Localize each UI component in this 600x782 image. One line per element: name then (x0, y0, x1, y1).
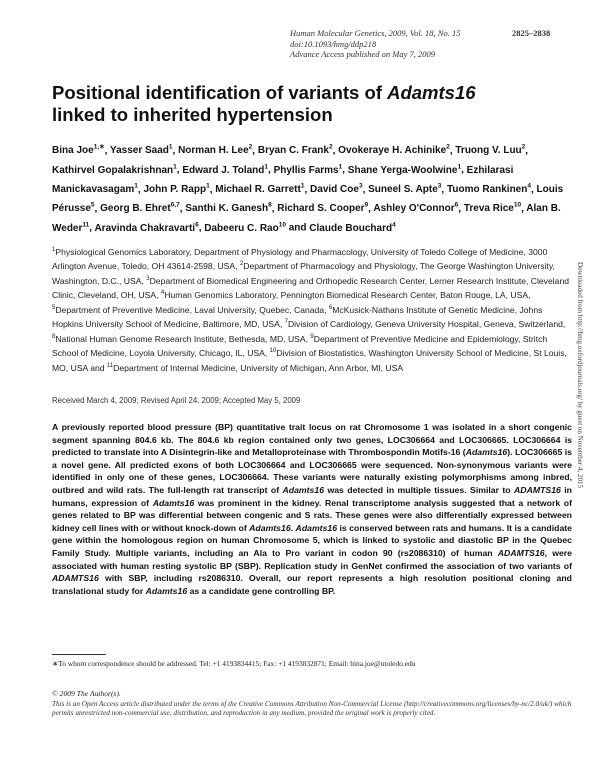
affiliation-number: 2 (239, 261, 244, 268)
author-affiliation-mark: 6 (454, 201, 459, 209)
author-affiliation-mark: 6 (195, 221, 199, 229)
affiliation-text: Department of Internal Medicine, University of Michigan, Ann Arbor, MI, USA (113, 362, 404, 373)
author-name: Bryan C. Frank (257, 145, 329, 157)
author (178, 145, 252, 156)
author-affiliation-mark: 1 (300, 182, 305, 190)
author (309, 223, 395, 234)
author-name: Shane Yerga-Woolwine (347, 164, 458, 176)
correspondence-footnote: ∗To whom correspondence should be addressed. Tel: +1 4193834415; Fax: +1 4193832871; Email: bina.joe@utoledo.edu (52, 659, 416, 668)
author (447, 184, 531, 195)
author-name: Suneel S. Apte (368, 183, 438, 195)
author (274, 165, 343, 176)
author (52, 165, 177, 176)
advance-access-note: Advance Access published on May 7, 2009 (290, 49, 436, 59)
affiliation-text: Department of Pharmacology and Physiology, The George Washington University, Washington, D.C., USA, (52, 261, 555, 286)
abstract-text: as a candidate gene controlling BP. (187, 585, 336, 596)
author (310, 184, 363, 195)
abstract-text: is conserved between rats and humans. It is a candidate gene within the homologous region on human Chromosome 5, which is linked to systolic and diastolic BP in the Quebec Family Study. Multiple variants, including an Ala to Pro variant in codon 90 (rs2086310) of human (52, 522, 572, 558)
article-title (52, 82, 572, 126)
abstract-text: was prominent in the kidney. Renal transcriptome analysis suggested that a network of genes related to BP was differential between congenic and S rats. These genes were also differentially expressed between kidney cell lines with or without knock-down of (52, 497, 572, 533)
author-affiliation-mark: 2 (328, 144, 333, 151)
author-affiliation-mark: 10 (513, 201, 522, 209)
author-name: Dabeeru C. Rao (204, 222, 279, 234)
affiliation-number: 8 (52, 333, 56, 340)
journal-header (290, 28, 590, 60)
abstract-text: ). LOC306665 is a novel gene. All predicted exons of both LOC306664 and LOC306665 were sequenced. Non-synonymous variants were identified in only one of these genes, LOC306664. These variants were naturally existing polymorphisms among inbred, outbred and wild rats. The full-length rat transcript of (52, 447, 572, 495)
author-affiliation-mark: 5 (90, 201, 95, 209)
gene-name: Adamts16 (295, 522, 338, 533)
title-part-2: linked to inherited hypertension (52, 104, 333, 125)
footnote-rule (52, 654, 106, 655)
author-name: John P. Rapp (143, 183, 207, 195)
author-name: Santhi K. Ganesh (185, 203, 269, 215)
gene-name: ADAMTS16 (497, 547, 545, 558)
author-affiliation-mark: 9 (364, 201, 369, 209)
author-list: Bina Joe$^{1,∗}$, Yasser Saad$^1$, Norman H. Lee$^2$, Bryan C. Frank$^2$, Ovokeraye H. Achinike$^2$, Truong V. Luu$^2$, Kathirvel Gopalakrishnan$^1$, Edward J. Toland$^1$, Phyllis Farms$^1$, Shane Yerga-Woolwine$^1$, Ezhilarasi Manickavasagam$^1$, John P. Rapp$^1$, Michael R. Garrett$^1$, David Coe$^3$, Suneel S. Apte$^3$, Tuomo Rankinen$^4$, Louis Pérusse$^5$, Georg B. Ehret$^{6,7}$, Santhi K. Ganesh$^8$, Richard S. Cooper$^9$, Ashley O'Connor$^6$, Treva Rice$^{10}$, Alan B. Weder$^{11}$, Aravinda Chakravarti$^6$, Dabeeru C. Rao$^{10}$ and Claude Bouchard$^4$ (52, 144, 564, 234)
doi: doi:10.1093/hmg/ddp218 (290, 38, 377, 49)
author-name: Ashley O'Connor (373, 203, 455, 215)
author-name: Phyllis Farms (273, 164, 339, 176)
abstract-text: . (290, 522, 296, 533)
page-range: 2825–2838 (512, 28, 551, 38)
affiliation-number: 10 (269, 348, 277, 355)
author (348, 165, 461, 176)
author (373, 203, 458, 214)
affiliation-text: Human Genomics Laboratory, Pennington Biomedical Research Center, Baton Rouge, LA, USA, (164, 290, 531, 301)
gene-name: ADAMTS16 (52, 573, 99, 584)
affiliation-number: 6 (328, 304, 333, 311)
author-affiliation-mark: 3 (437, 182, 442, 190)
affiliation-text: Physiological Genomics Laboratory, Department of Physiology and Pharmacology, University of Toledo College of Medicine, 3000 Arlington Avenue, Toledo, OH 43614-2598, USA, (52, 246, 548, 272)
affiliation-number: 1 (52, 247, 56, 253)
author-name: Norman H. Lee (178, 145, 249, 157)
author-name: Louis Pérusse (52, 183, 564, 215)
author (110, 145, 173, 156)
copyright-notice: © 2009 The Author(s). (52, 689, 121, 698)
author (182, 165, 268, 176)
author-affiliation-mark: 2 (446, 144, 450, 151)
author (338, 145, 450, 156)
author (94, 223, 198, 234)
affiliation-text: National Human Genome Research Institute, Bethesda, MD, USA, (55, 333, 311, 344)
received-dates: Received March 4, 2009; Revised April 24, 2009; Accepted May 5, 2009 (52, 396, 301, 405)
download-watermark: Downloaded from http://hmg.oxfordjournals.org/ by guest on November 4, 2015 (576, 262, 584, 488)
author-affiliation-mark: 11 (82, 221, 90, 229)
author-affiliation-mark: 1 (168, 144, 173, 151)
affiliation-number: 11 (106, 362, 114, 369)
gene-name: Adamts16 (282, 484, 325, 495)
gene-name: ADAMTS16 (514, 484, 561, 495)
affiliation-text: McKusick-Nathans Institute of Genetic Medicine, Johns Hopkins University School of Medicine, Baltimore, MD, USA, (52, 304, 543, 330)
author-name: Michael R. Garrett (215, 183, 301, 195)
affiliation-number: 5 (52, 304, 56, 311)
author-affiliation-mark: 2 (521, 144, 526, 151)
author-name: Tuomo Rankinen (446, 183, 528, 195)
affiliation-number: 4 (160, 290, 165, 297)
affiliations (52, 244, 572, 374)
author (52, 145, 105, 156)
author-affiliation-mark: 3 (358, 182, 363, 190)
author-affiliation-mark: 4 (392, 221, 396, 229)
author (464, 203, 521, 214)
author-affiliation-mark: 1 (457, 163, 462, 171)
gene-name: Adamts16 (152, 497, 195, 508)
affiliation-text: Department of Preventive Medicine and Epidemiology, Stritch School of Medicine, Loyola University, Chicago, IL, USA, (52, 333, 548, 359)
author-name: Treva Rice (463, 203, 514, 215)
abstract-text: A previously reported blood pressure (BP) quantitative trait locus on rat Chromosome 1 was isolated in a short congenic segment spanning 804.6 kb. The 804.6 kb region contained only two genes, LOC306664 and LOC306665. LOC306664 is predicted to translate into A Disintegrin-like and Metalloproteinase with Thrombospondin Motifs-16 ( (52, 422, 572, 458)
author-affiliation-mark: 6,7 (170, 201, 180, 209)
affiliation-number: 7 (284, 319, 288, 326)
author-affiliation-mark: 8 (268, 201, 272, 209)
author-name: Richard S. Cooper (277, 203, 365, 215)
author-name: Ezhilarasi Manickavasagam (52, 164, 514, 195)
author-affiliation-mark: 4 (527, 182, 531, 190)
title-gene: Adamts16 (387, 82, 476, 103)
author-name: David Coe (310, 183, 359, 195)
author-name: Claude Bouchard (309, 222, 393, 234)
author (455, 145, 525, 156)
author (185, 203, 271, 214)
author-name: Yasser Saad (109, 145, 169, 157)
author-name: Kathirvel Gopalakrishnan (52, 164, 174, 176)
author (258, 145, 333, 156)
author (277, 203, 368, 214)
affiliation-number: 3 (146, 275, 150, 282)
author-affiliation-mark: 10 (278, 221, 286, 229)
affiliation-text: Division of Cardiology, Geneva University Hospital, Geneva, Switzerland, (287, 319, 566, 330)
author-name: Bina Joe (52, 145, 94, 157)
author-name: Aravinda Chakravarti (94, 222, 196, 234)
journal-citation: Human Molecular Genetics, 2009, Vol. 18, No. 15 (290, 28, 461, 38)
affiliation-text: Department of Biomedical Engineering and Orthopedic Research Center, Lerner Research Institute, Cleveland Clinic, Cleveland, OH, USA, (52, 275, 570, 301)
abstract-text: , were associated with human resting systolic BP (SBP). Replication study in GenNet confirmed the association of two variants of (52, 547, 572, 571)
author (143, 184, 209, 195)
author-name: Edward J. Toland (182, 164, 265, 176)
author-affiliation-mark: 1 (173, 163, 177, 171)
abstract-text: with SBP, including rs2086310. Overall, our report represents a high resolution positional cloning and translational study for (52, 573, 572, 596)
author-affiliation-mark: 1 (264, 163, 269, 171)
gene-name: Adamts16 (249, 522, 291, 533)
abstract-text: in humans, expression of (52, 484, 572, 508)
author (368, 184, 441, 195)
title-part-1: Positional identification of variants of (52, 82, 388, 103)
author-affiliation-mark: 1,∗ (93, 144, 105, 151)
abstract-text: was detected in multiple tissues. Similar to (324, 484, 515, 495)
gene-name: Adamts16 (145, 585, 188, 596)
author-affiliation-mark: 1 (134, 182, 138, 190)
author-name: Truong V. Luu (455, 145, 522, 157)
abstract (52, 421, 572, 597)
license-text: This is an Open Access article distributed under the terms of the Creative Commons Attribution Non-Commercial License (http://creativecommons.org/licenses/by-nc/2.0/uk/) which permits unrestricted non-commercial use, distribution, and reproduction in any medium, provided the original work is properly cited. (52, 700, 572, 717)
gene-name: Adamts16 (465, 447, 508, 458)
author-name: Alan B. Weder (52, 203, 561, 234)
author-name: Ovokeraye H. Achinike (338, 145, 447, 157)
author-name: Georg B. Ehret (100, 203, 171, 215)
author-affiliation-mark: 2 (248, 144, 253, 151)
author (100, 203, 180, 214)
affiliation-text: Department of Preventive Medicine, Laval University, Quebec, Canada, (55, 304, 329, 315)
author (215, 184, 304, 195)
author-affiliation-mark: 1 (206, 182, 210, 190)
affiliation-number: 9 (310, 333, 314, 340)
author-affiliation-mark: 1 (338, 163, 343, 171)
affiliation-text: Division of Biostatistics, Washington University School of Medicine, St Louis, MO, USA and (52, 348, 567, 373)
author (204, 223, 286, 234)
